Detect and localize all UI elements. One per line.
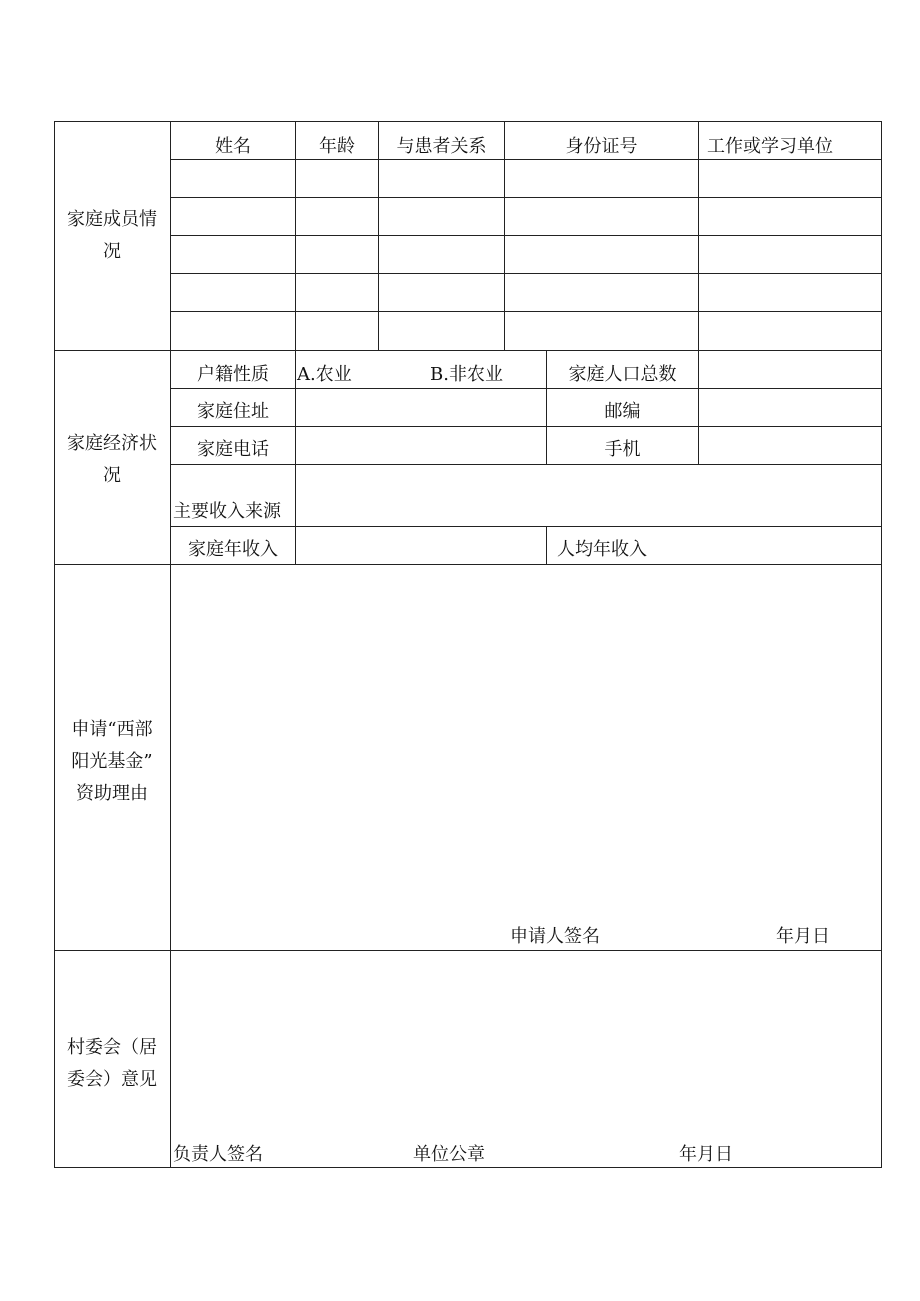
economy-row-line (170, 464, 882, 465)
unit-seal-label: 单位公章 (413, 1144, 485, 1165)
applicant-signature-label: 申请人签名 (510, 926, 600, 947)
family-row-line (170, 311, 882, 312)
economy-row-line (170, 388, 882, 389)
header-relation: 与患者关系 (396, 136, 487, 157)
economy-col-line (295, 350, 296, 565)
header-work-unit: 工作或学习单位 (707, 136, 833, 157)
header-age: 年龄 (319, 136, 355, 157)
family-row-line (170, 235, 882, 236)
committee-date-label: 年月日 (679, 1144, 733, 1165)
reason-section-label: 申请“西部 阳光基金” 资助理由 (71, 719, 153, 804)
committee-opinion-area[interactable] (172, 952, 880, 1132)
table-border-top (54, 121, 882, 122)
address-label: 家庭住址 (197, 401, 269, 422)
economy-row-line (170, 426, 882, 427)
family-row-line (170, 197, 882, 198)
income-source-label: 主要收入来源 (173, 501, 281, 522)
header-name: 姓名 (215, 136, 251, 157)
header-id-number: 身份证号 (565, 136, 638, 157)
table-border-right (881, 121, 882, 1168)
label-column-divider (170, 121, 171, 1168)
mobile-label: 手机 (604, 439, 641, 460)
table-border-left (54, 121, 55, 1168)
family-row-line (170, 273, 882, 274)
per-capita-income-label: 人均年收入 (557, 539, 647, 560)
hukou-option-non-agricultural[interactable]: B.非农业 (430, 364, 503, 385)
postcode-label: 邮编 (604, 401, 641, 422)
home-phone-label: 家庭电话 (197, 439, 269, 460)
hukou-option-agricultural[interactable]: A.农业 (297, 364, 352, 385)
annual-income-label: 家庭年收入 (188, 539, 278, 560)
responsible-signature-label: 负责人签名 (173, 1144, 263, 1165)
family-section-label: 家庭成员情 况 (67, 209, 157, 262)
economy-section-label: 家庭经济状 况 (67, 433, 157, 486)
committee-section-label: 村委会（居 委会）意见 (67, 1037, 157, 1090)
hukou-label: 户籍性质 (197, 364, 269, 385)
section-divider-reason-committee (54, 950, 882, 951)
economy-row-line (170, 526, 882, 527)
applicant-date-label: 年月日 (776, 926, 830, 947)
reason-text-area[interactable] (172, 566, 880, 906)
economy-col-line (698, 350, 699, 465)
family-row-line (170, 159, 882, 160)
table-border-bottom (54, 1167, 882, 1168)
section-divider-economy-reason (54, 564, 882, 565)
population-label: 家庭人口总数 (568, 364, 677, 385)
section-divider-family-economy (54, 350, 882, 351)
economy-col-line (546, 526, 547, 565)
